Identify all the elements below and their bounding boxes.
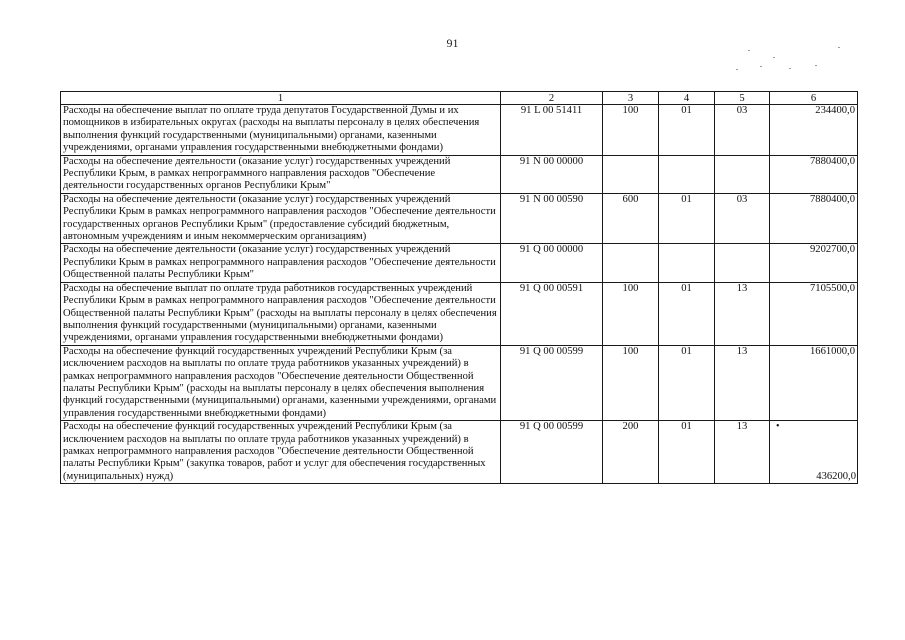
row-col4 bbox=[659, 155, 715, 193]
table-row bbox=[61, 421, 858, 484]
row-col5 bbox=[715, 244, 770, 282]
row-col3: 200 bbox=[603, 421, 659, 484]
table-row bbox=[61, 244, 858, 282]
row-code: 91 Q 00 00599 bbox=[501, 421, 603, 484]
row-col4: 01 bbox=[659, 345, 715, 420]
budget-table bbox=[60, 91, 858, 484]
row-col5: 13 bbox=[715, 345, 770, 420]
row-amount: 7880400,0 bbox=[770, 155, 858, 193]
scan-speck bbox=[789, 68, 791, 69]
column-header: 5 bbox=[715, 92, 770, 105]
column-header: 4 bbox=[659, 92, 715, 105]
row-code: 91 N 00 00590 bbox=[501, 193, 603, 244]
bullet-mark: • bbox=[776, 421, 780, 433]
scan-speck bbox=[760, 66, 762, 67]
row-col5 bbox=[715, 155, 770, 193]
row-col3: 100 bbox=[603, 105, 659, 156]
table-row bbox=[61, 105, 858, 156]
column-header: 3 bbox=[603, 92, 659, 105]
column-header: 6 bbox=[770, 92, 858, 105]
table-row bbox=[61, 193, 858, 244]
column-header: 1 bbox=[61, 92, 501, 105]
row-amount: 436200,0 bbox=[816, 470, 856, 482]
row-amount: 7105500,0 bbox=[770, 282, 858, 345]
row-description: Расходы на обеспечение деятельности (оказание услуг) государственных учреждений Республики Крым в рамках непрограммного направления расходов "Обеспечение деятельности государственных органов Республики Крым" (предоставление субсидий бюджетным, автономным учреждениям и иным некоммерческим организациям) bbox=[61, 193, 501, 244]
row-amount: 234400,0 bbox=[770, 105, 858, 156]
row-col5: 13 bbox=[715, 282, 770, 345]
row-description: Расходы на обеспечение деятельности (оказание услуг) государственных учреждений Республики Крым, в рамках непрограммного направления расходов "Обеспечение деятельности государственных органов Республики Крым" bbox=[61, 155, 501, 193]
row-code: 91 Q 00 00599 bbox=[501, 345, 603, 420]
scan-speck bbox=[815, 65, 817, 66]
row-code: 91 Q 00 00000 bbox=[501, 244, 603, 282]
row-amount: 7880400,0 bbox=[770, 193, 858, 244]
row-col4: 01 bbox=[659, 282, 715, 345]
row-col4 bbox=[659, 244, 715, 282]
table-row bbox=[61, 282, 858, 345]
page-number: 91 bbox=[446, 36, 459, 50]
row-description: Расходы на обеспечение функций государственных учреждений Республики Крым (за исключением расходов на выплаты по оплате труда работников указанных учреждений) в рамках непрограммного направления расходов "Обеспечение деятельности Общественной палаты Республики Крым" (закупка товаров, работ и услуг для обеспечения государственных (муниципальных) нужд) bbox=[61, 421, 501, 484]
scan-speck bbox=[748, 50, 750, 51]
row-description: Расходы на обеспечение выплат по оплате труда работников государственных учреждений Республики Крым в рамках непрограммного направления расходов "Обеспечение деятельности Общественной палаты Республики Крым" (расходы на выплаты персоналу в целях обеспечения выполнения функций государственными (муниципальными) органами, казенными учреждениями, органами управления государственными внебюджетными фондами) bbox=[61, 282, 501, 345]
row-description: Расходы на обеспечение функций государственных учреждений Республики Крым (за исключением расходов на выплаты по оплате труда работников указанных учреждений) в рамках непрограммного направления расходов "Обеспечение деятельности Общественной палаты Республики Крым" (расходы на выплаты персоналу в целях обеспечения выполнения функций государственными (муниципальными) органами, казенными учреждениями, органами управления государственными внебюджетными фондами) bbox=[61, 345, 501, 420]
row-amount: 9202700,0 bbox=[770, 244, 858, 282]
row-code: 91 L 00 51411 bbox=[501, 105, 603, 156]
scan-speck bbox=[773, 57, 775, 58]
row-amount: 1661000,0 bbox=[770, 345, 858, 420]
row-code: 91 Q 00 00591 bbox=[501, 282, 603, 345]
column-header: 2 bbox=[501, 92, 603, 105]
row-col3 bbox=[603, 155, 659, 193]
table-header-row bbox=[61, 92, 858, 105]
row-col3: 100 bbox=[603, 282, 659, 345]
row-col3: 600 bbox=[603, 193, 659, 244]
row-col3: 100 bbox=[603, 345, 659, 420]
row-col5: 03 bbox=[715, 105, 770, 156]
row-code: 91 N 00 00000 bbox=[501, 155, 603, 193]
row-col5: 13 bbox=[715, 421, 770, 484]
table-row bbox=[61, 345, 858, 420]
row-description: Расходы на обеспечение деятельности (оказание услуг) государственных учреждений Республики Крым в рамках непрограммного направления расходов "Обеспечение деятельности Общественной палаты Республики Крым" bbox=[61, 244, 501, 282]
scan-speck bbox=[736, 69, 738, 70]
row-col4: 01 bbox=[659, 105, 715, 156]
row-col3 bbox=[603, 244, 659, 282]
scan-speck bbox=[838, 47, 840, 48]
table-row bbox=[61, 155, 858, 193]
row-amount-cell bbox=[770, 421, 858, 484]
row-description: Расходы на обеспечение выплат по оплате труда депутатов Государственной Думы и их помощников в избирательных округах (расходы на выплаты персоналу в целях обеспечения выполнения функций государственными (муниципальными) органами, казенными учреждениями, органами управления государственными внебюджетными фондами) bbox=[61, 105, 501, 156]
row-col5: 03 bbox=[715, 193, 770, 244]
row-col4: 01 bbox=[659, 421, 715, 484]
row-col4: 01 bbox=[659, 193, 715, 244]
